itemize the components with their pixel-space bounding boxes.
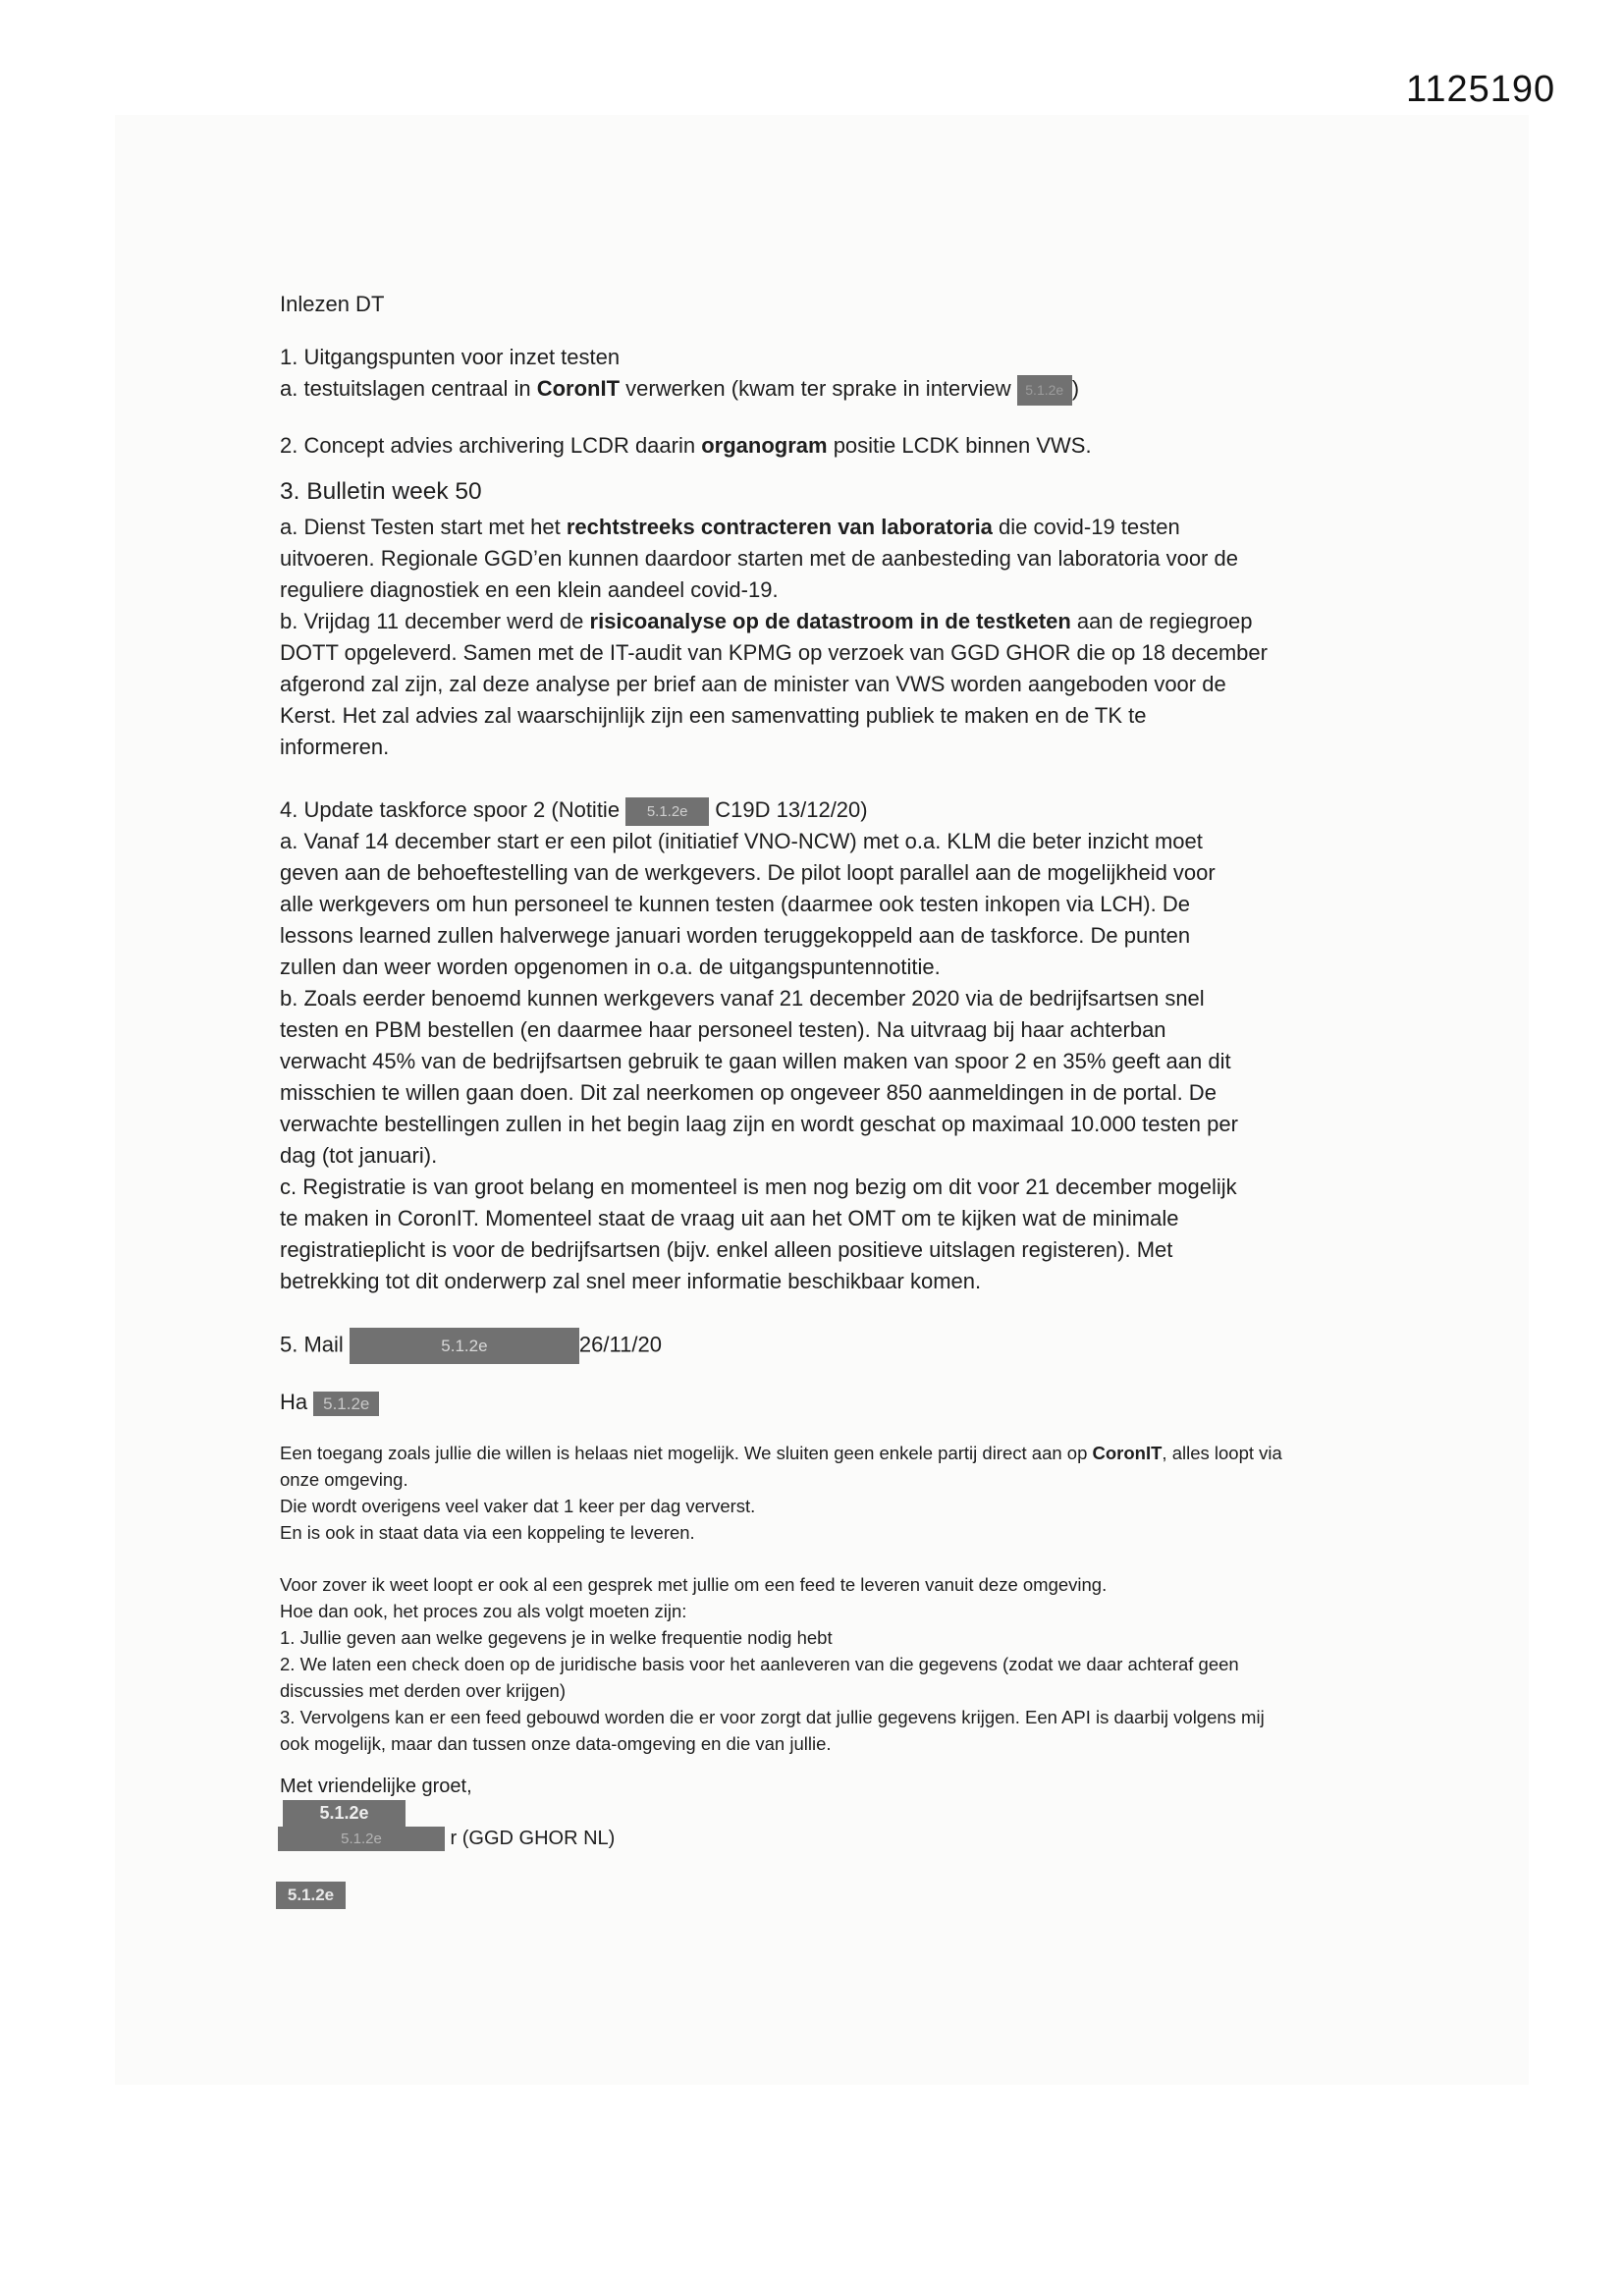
text-run: lessons learned zullen halverwege januari worden teruggekoppeld aan de taskforce. De punten (280, 923, 1191, 948)
section-3-heading (280, 475, 482, 509)
redaction-box: 5.1.2e (1017, 375, 1072, 406)
text-run: Die wordt overigens veel vaker dat 1 keer per dag ververst. (280, 1496, 756, 1516)
text-line (280, 1109, 1238, 1140)
text-run: ook mogelijk, maar dan tussen onze data-omgeving en die van jullie. (280, 1733, 832, 1754)
text-run: 2. Concept advies archivering LCDR daarin (280, 433, 702, 458)
text-run: aan de regiegroep (1070, 609, 1253, 633)
mail-paragraph-2 (280, 1571, 1265, 1757)
text-line (280, 1172, 1238, 1203)
text-run: 3. Vervolgens kan er een feed gebouwd worden die er voor zorgt dat jullie gegevens krijgen. Een API is daarbij volgens mij (280, 1707, 1265, 1727)
redaction-box: 5.1.2e (283, 1800, 406, 1827)
text-run: verwacht 45% van de bedrijfsartsen gebruik te gaan willen maken van spoor 2 en 35% geeft aan dit (280, 1049, 1231, 1073)
text-line (280, 669, 1268, 700)
text-line (280, 1519, 1282, 1546)
text-run: 26/11/20 (578, 1332, 662, 1357)
text-run: dag (tot januari). (280, 1143, 438, 1168)
text-line (280, 373, 1079, 405)
text-run: organogram (701, 433, 828, 458)
text-line (280, 1624, 1265, 1651)
text-line (280, 1677, 1265, 1704)
mail-closing-greeting (280, 1774, 472, 1800)
text-run: 1. Jullie geven aan welke gegevens je in welke frequentie nodig hebt (280, 1627, 833, 1648)
text-run: Voor zover ik weet loopt er ook al een gesprek met jullie om een feed te leveren vanuit deze omgeving. (280, 1574, 1108, 1595)
text-run: b. Zoals eerder benoemd kunnen werkgevers vanaf 21 december 2020 via de bedrijfsartsen snel (280, 986, 1205, 1011)
text-line (280, 857, 1238, 889)
text-run: afgerond zal zijn, zal deze analyse per brief aan de minister van VWS worden aangeboden voor de (280, 672, 1226, 696)
text-line (280, 342, 1079, 373)
text-run: C19D 13/12/20) (709, 797, 868, 822)
section-5-mail-heading (280, 1328, 662, 1359)
text-line (280, 1704, 1265, 1730)
text-run: uitvoeren. Regionale GGD’en kunnen daardoor starten met de aanbesteding van laboratoria voor de (280, 546, 1238, 571)
text-line (280, 889, 1238, 920)
text-run: c. Registratie is van groot belang en momenteel is men nog bezig om dit voor 21 december mogelijk (280, 1175, 1237, 1199)
text-run: betrekking tot dit onderwerp zal snel meer informatie beschikbaar komen. (280, 1269, 982, 1293)
text-run: verwachte bestellingen zullen in het begin laag zijn en wordt geschat op maximaal 10.000 testen per (280, 1112, 1238, 1136)
text-run: 1. Uitgangspunten voor inzet testen (280, 345, 621, 369)
redaction-box: 5.1.2e (313, 1392, 379, 1416)
text-line (280, 475, 482, 509)
section-4-update-taskforce (280, 794, 1238, 1297)
text-line (280, 1440, 1282, 1466)
text-run: r (GGD GHOR NL) (445, 1828, 616, 1849)
text-line (280, 1651, 1265, 1677)
text-line (280, 732, 1268, 763)
text-run: CoronIT (536, 376, 621, 401)
text-run: b. Vrijdag 11 december werd de (280, 609, 590, 633)
redaction-box: 5.1.2e (625, 797, 709, 826)
text-run: Kerst. Het zal advies zal waarschijnlijk zijn een samenvatting publiek te maken en de TK te (280, 703, 1147, 728)
text-run: 3. Bulletin week 50 (280, 478, 482, 505)
text-run: 5. Mail (280, 1332, 350, 1357)
text-run: Hoe dan ook, het proces zou als volgt moeten zijn: (280, 1601, 687, 1621)
mail-signature-redaction-1 (283, 1800, 406, 1827)
text-line (280, 1598, 1265, 1624)
text-run: alle werkgevers om hun personeel te kunnen testen (daarmee ook testen inkopen via LCH). De (280, 892, 1190, 916)
text-run: a. Dienst Testen start met het (280, 515, 567, 539)
text-run: 2. We laten een check doen op de juridische basis voor het aanleveren van die gegevens (zodat we daar achteraf geen (280, 1654, 1239, 1674)
text-run: die covid-19 testen (992, 515, 1180, 539)
text-run: rechtstreeks contracteren van laboratoria (566, 515, 993, 539)
text-run: Met vriendelijke groet, (280, 1776, 472, 1797)
text-line (280, 1571, 1265, 1598)
text-line (280, 700, 1268, 732)
text-run: onze omgeving. (280, 1469, 408, 1490)
text-line (280, 1014, 1238, 1046)
text-run: CoronIT (1092, 1443, 1163, 1463)
text-line (280, 1234, 1238, 1266)
text-line (276, 1882, 346, 1908)
text-run: Inlezen DT (280, 292, 385, 316)
text-run: risicoanalyse op de datastroom in de testketen (589, 609, 1071, 633)
text-line (283, 1800, 406, 1827)
text-run: te maken in CoronIT. Momenteel staat de vraag uit aan het OMT om te kijken wat de minimale (280, 1206, 1179, 1230)
mail-signature-redaction-2 (278, 1826, 615, 1852)
text-run: En is ook in staat data via een koppeling te leveren. (280, 1522, 695, 1543)
text-line (280, 606, 1268, 637)
text-run: ) (1071, 376, 1080, 401)
text-line (280, 289, 384, 320)
text-line (280, 1077, 1238, 1109)
text-run: reguliere diagnostiek en een klein aandeel covid-19. (280, 577, 779, 602)
document-number: 1125190 (1406, 69, 1556, 110)
section-3-body (280, 512, 1268, 763)
text-line (280, 1328, 662, 1359)
text-line (280, 430, 1092, 462)
redaction-box: 5.1.2e (276, 1882, 346, 1909)
redaction-box: 5.1.2e (350, 1328, 579, 1364)
text-run: discussies met derden over krijgen) (280, 1680, 566, 1701)
text-line (280, 512, 1268, 543)
text-run: informeren. (280, 735, 390, 759)
text-line (280, 1774, 472, 1800)
text-line (280, 983, 1238, 1014)
text-run: a. testuitslagen centraal in (280, 376, 537, 401)
text-line (280, 1140, 1238, 1172)
section-1-uitgangspunten (280, 342, 1079, 405)
title-inlezen (280, 289, 384, 320)
section-2-concept-advies (280, 430, 1092, 462)
text-line (280, 1266, 1238, 1297)
redaction-box: 5.1.2e (278, 1827, 445, 1851)
text-line (280, 543, 1268, 574)
text-run: misschien te willen gaan doen. Dit zal neerkomen op ongeveer 850 aanmeldingen in de portal. De (280, 1080, 1217, 1105)
text-line (280, 920, 1238, 952)
text-line (280, 1493, 1282, 1519)
text-line (280, 1387, 379, 1418)
text-line (280, 1203, 1238, 1234)
text-line (280, 1730, 1265, 1757)
text-run: testen en PBM bestellen (en daarmee haar personeel testen). Na uitvraag bij haar achterban (280, 1017, 1166, 1042)
text-run: Een toegang zoals jullie die willen is helaas niet mogelijk. We sluiten geen enkele partij direct aan op (280, 1443, 1093, 1463)
text-run: zullen dan weer worden opgenomen in o.a. de uitgangspuntennotitie. (280, 955, 941, 979)
text-run: positie LCDK binnen VWS. (827, 433, 1092, 458)
text-line (280, 952, 1238, 983)
footer-redaction (276, 1882, 346, 1908)
mail-paragraph-1 (280, 1440, 1282, 1546)
text-line (278, 1826, 615, 1852)
text-run: registratieplicht is voor de bedrijfsartsen (bijv. enkel alleen positieve uitslagen registeren). Met (280, 1237, 1173, 1262)
text-run: 4. Update taskforce spoor 2 (Notitie (280, 797, 626, 822)
text-run: geven aan de behoeftestelling van de werkgevers. De pilot loopt parallel aan de mogelijkheid voor (280, 860, 1216, 885)
text-run: Ha (280, 1390, 314, 1414)
text-line (280, 794, 1238, 826)
mail-salutation (280, 1387, 379, 1418)
text-run: verwerken (kwam ter sprake in interview (620, 376, 1017, 401)
text-line (280, 1466, 1282, 1493)
text-line (280, 637, 1268, 669)
text-line (280, 574, 1268, 606)
text-line (280, 1046, 1238, 1077)
text-line (280, 826, 1238, 857)
text-run: a. Vanaf 14 december start er een pilot (initiatief VNO-NCW) met o.a. KLM die beter inzicht moet (280, 829, 1203, 853)
text-run: DOTT opgeleverd. Samen met de IT-audit van KPMG op verzoek van GGD GHOR die op 18 december (280, 640, 1268, 665)
text-run: , alles loopt via (1162, 1443, 1282, 1463)
